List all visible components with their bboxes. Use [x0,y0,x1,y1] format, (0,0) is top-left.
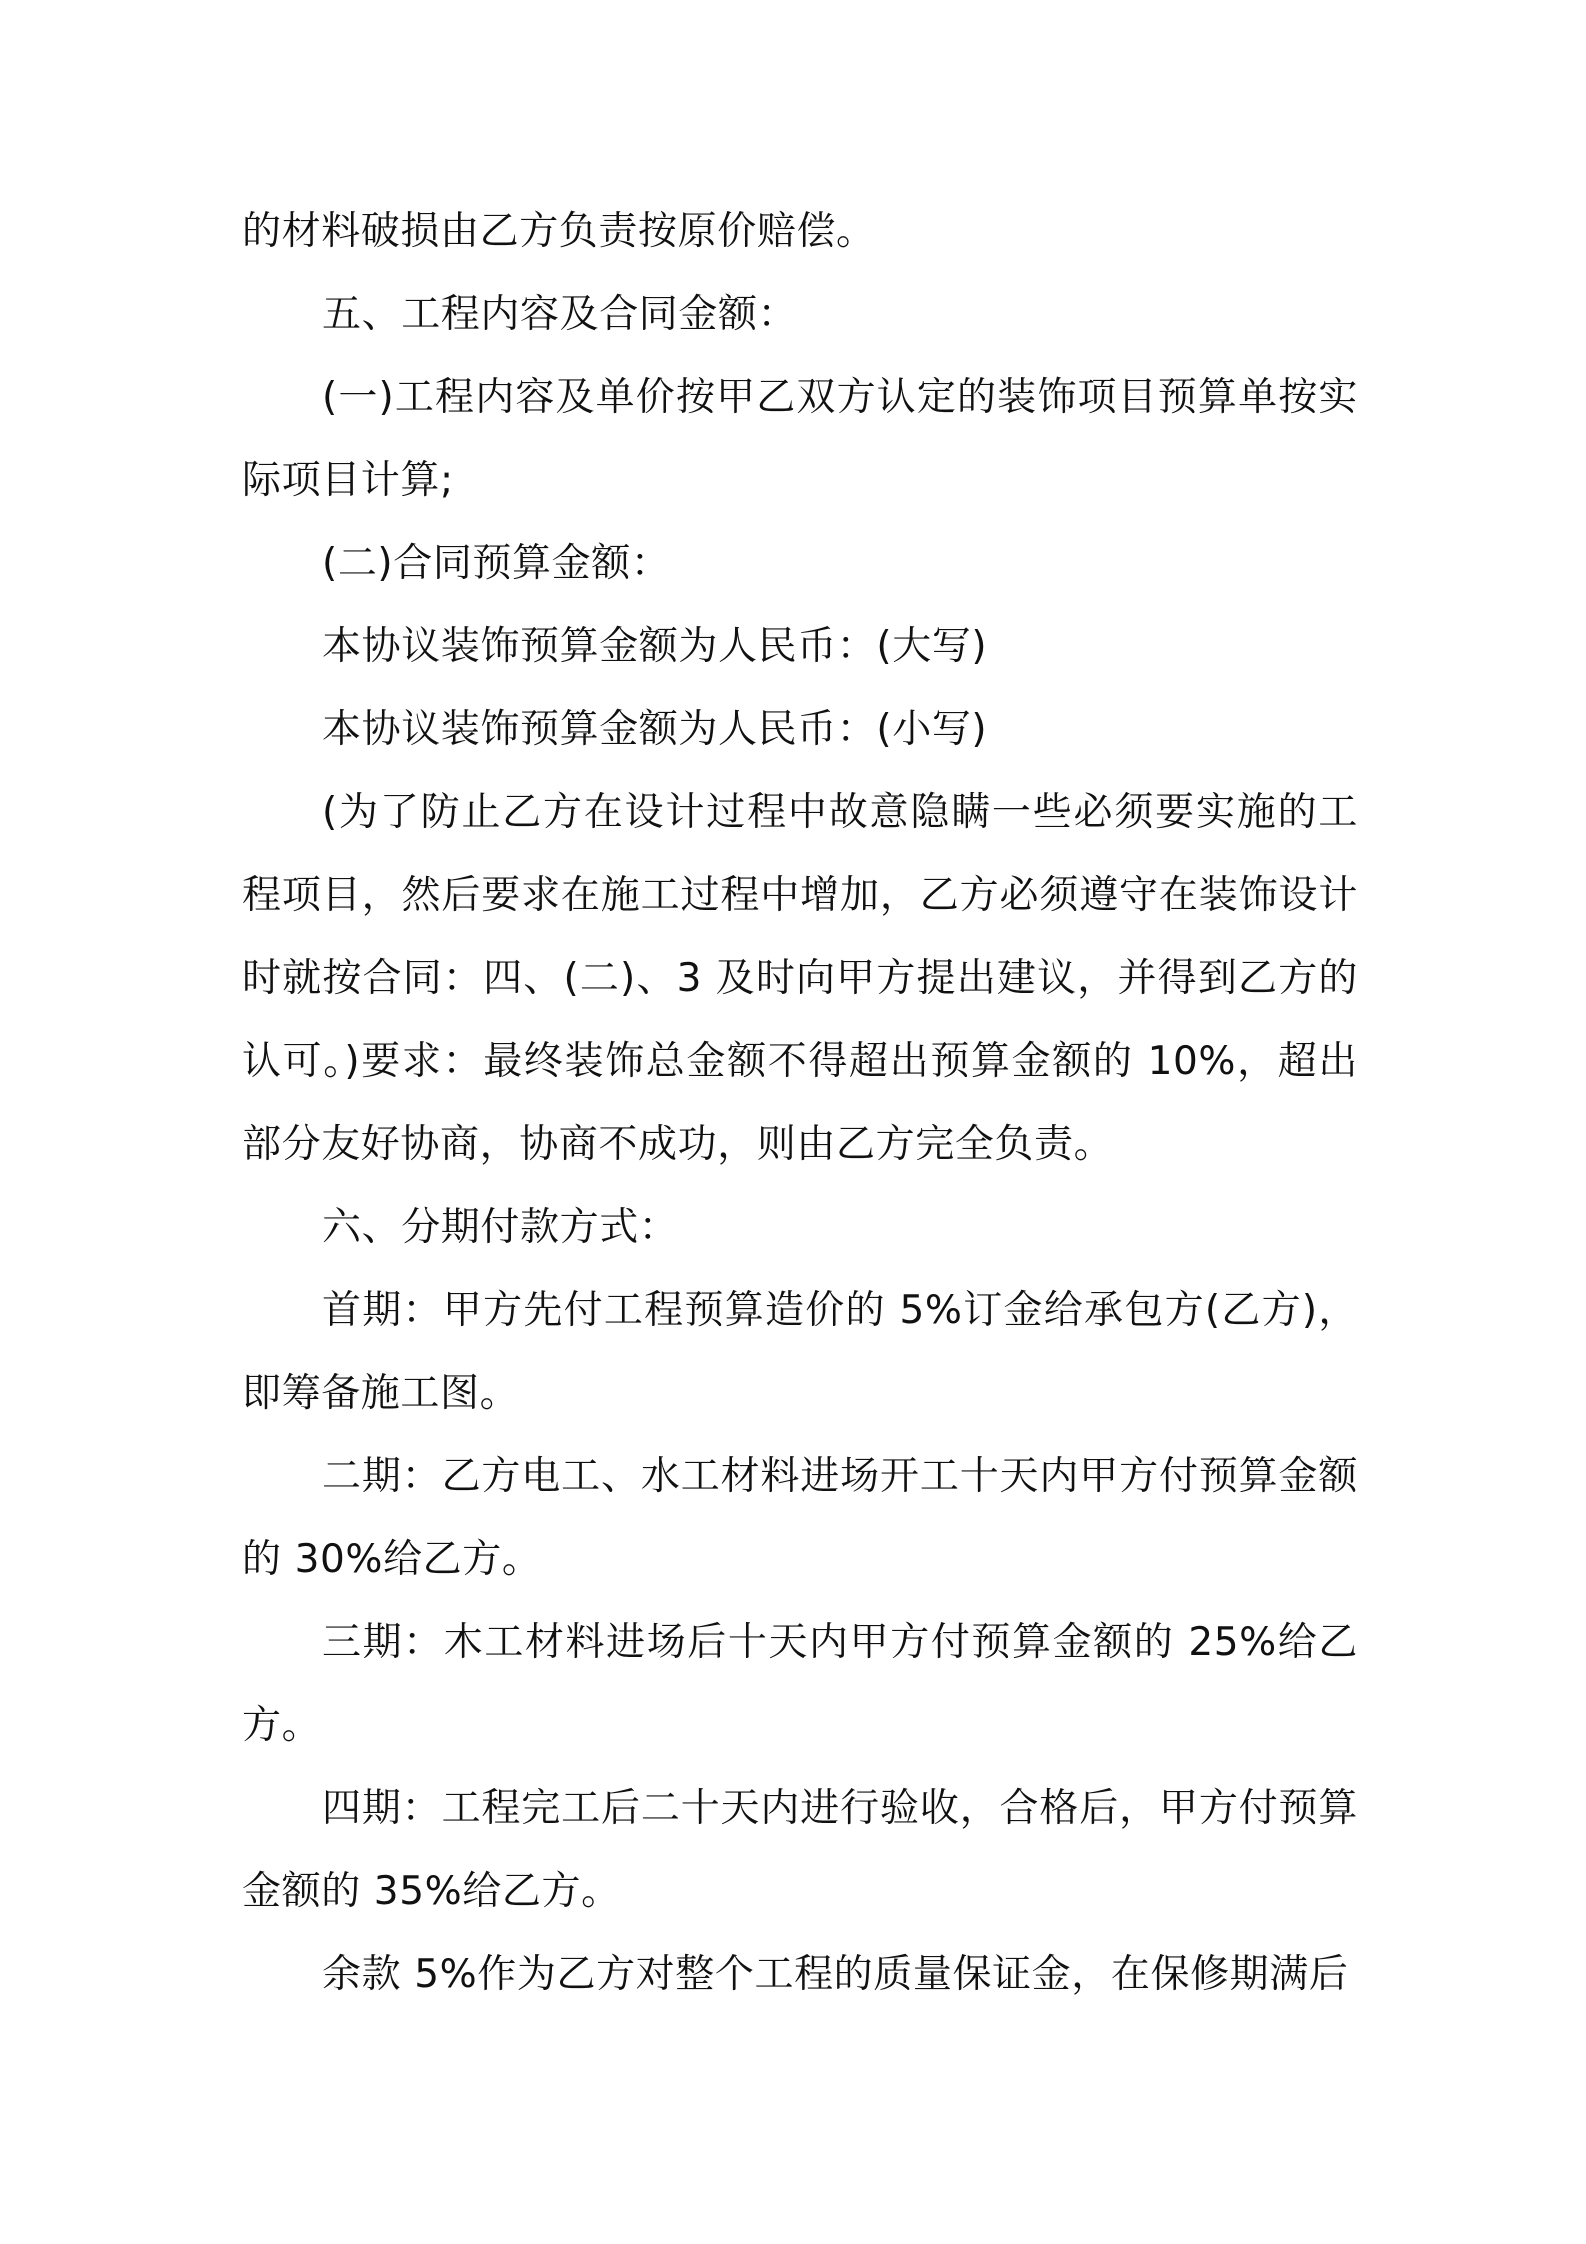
section-heading-installments: 六、分期付款方式： [322,1205,679,1250]
document-body [242,190,1358,2016]
paragraph-installment-third: 三期：木工材料进场后十天内甲方付预算金额的 25%给乙方。 [242,1620,1358,1748]
paragraph-work-content-pricing: (一)工程内容及单价按甲乙双方认定的装饰项目预算单按实际项目计算; [242,375,1358,503]
paragraph-material-damage: 的材料破损由乙方负责按原价赔偿。 [242,209,876,254]
paragraph-amount-lowercase: 本协议装饰预算金额为人民币：(小写) [322,707,988,752]
paragraph-amount-uppercase: 本协议装饰预算金额为人民币：(大写) [322,624,988,669]
paragraph-retention-money: 余款 5%作为乙方对整个工程的质量保证金，在保修期满后 [322,1952,1349,1997]
paragraph-budget-limit: (为了防止乙方在设计过程中故意隐瞒一些必须要实施的工程项目，然后要求在施工过程中增加，乙方必须遵守在装饰设计时就按合同：四、(二)、3 及时向甲方提出建议，并得到乙方的认可。)要求：最终装饰总金额不得超出预算金额的 10%，超出部分友好协商，协商不成功，则由乙方完全负责。 [242,790,1358,1167]
paragraph-installment-first: 首期：甲方先付工程预算造价的 5%订金给承包方(乙方)，即筹备施工图。 [242,1288,1358,1416]
section-heading-contract-amount: 五、工程内容及合同金额： [322,292,798,337]
subheading-budget-amount: (二)合同预算金额： [322,541,671,586]
paragraph-installment-fourth: 四期：工程完工后二十天内进行验收，合格后，甲方付预算金额的 35%给乙方。 [242,1786,1358,1914]
paragraph-installment-second: 二期：乙方电工、水工材料进场开工十天内甲方付预算金额的 30%给乙方。 [242,1454,1358,1582]
